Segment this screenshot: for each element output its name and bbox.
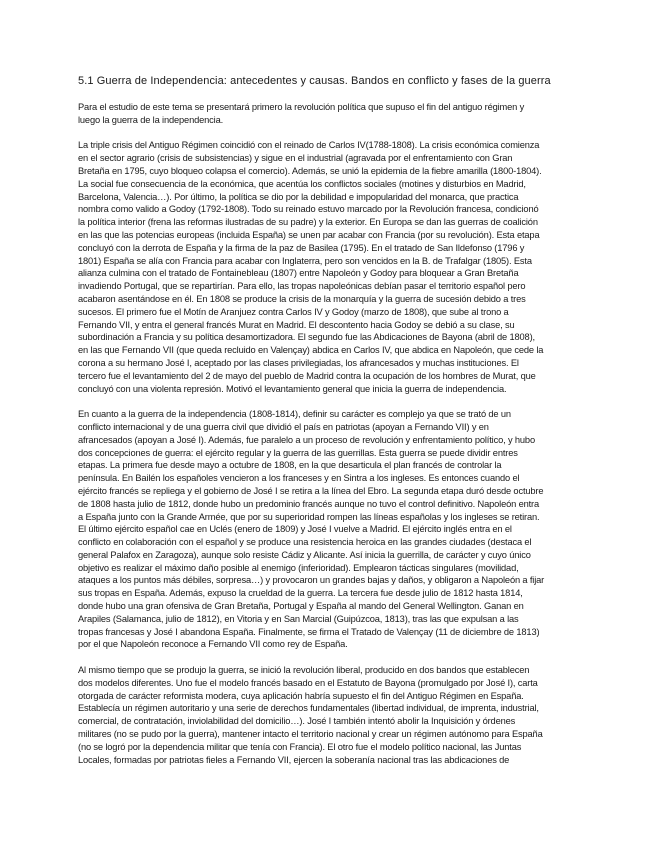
text-line: de 1808 hasta julio de 1812, donde hubo un predominio francés aunque no tuvo el control definitivo. Napoleón entra xyxy=(78,498,540,509)
text-line: en las que Fernando VII (que queda recluido en Valençay) abdica en Carlos IV, que abdica en Napoleón, que cede la xyxy=(78,345,544,356)
text-line: subordinación a Francia y su política desamortizadora. El segundo fue las Abdicaciones de Bayona (abril de 1808), xyxy=(78,332,535,343)
text-line: La social fue consecuencia de la económica, que acentúa los conflictos sociales (motines y disturbios en Madrid, xyxy=(78,178,526,189)
text-line: objetivo es realizar el máximo daño posible al enemigo (inferioridad). Emplearon tácticas singulares (movilidad, xyxy=(78,562,519,573)
text-line: Para el estudio de este tema se presentará primero la revolución política que supuso el fin del antiguo régimen y xyxy=(78,102,525,112)
text-line: tropas francesas y José I abandona España. Finalmente, se firma el Tratado de Valençay (11 de diciembre de 1813) xyxy=(78,626,540,637)
text-line: conflicto internacional y de una guerra civil que dividió el país en patriotas (apoyan a Fernando VII) y en xyxy=(78,421,489,432)
document-page xyxy=(78,74,598,779)
text-line: corona a su hermano José I, aceptado por las clases privilegiadas, los afrancesados y muchas instituciones. El xyxy=(78,357,519,368)
paragraph xyxy=(78,408,598,651)
text-line: luego la guerra de la independencia. xyxy=(78,114,224,125)
text-line: (no se logró por la dependencia militar que tenía con Francia). El otro fue el modelo político nacional, las Juntas xyxy=(78,741,522,752)
text-line: en las que las potencias europeas (incluida España) se unen par acabar con Francia (por su revolución). Esta etapa xyxy=(78,229,540,240)
text-line: en el sector agrario (crisis de subsistencias) y sigue en el industrial (agravada por el enfrentamiento con Gran xyxy=(78,153,513,164)
paragraph xyxy=(78,664,598,766)
text-line: concluyó con la derrota de España y la firma de la paz de Basilea (1795). En el tratado de San Ildefonso (1796 y xyxy=(78,242,525,253)
text-line: militares (no se pudo por la guerra), mantener intacto el territorio nacional y crear un régimen autónomo para España xyxy=(78,729,543,740)
text-line: En cuanto a la guerra de la independencia (1808-1814), definir su carácter es complejo ya que se trató de un xyxy=(78,409,511,420)
text-line: invadiendo Portugal, que se repartirían. Para ello, las tropas napoleónicas debían pasar el territorio español pero xyxy=(78,281,526,292)
text-line: ejército francés se repliega y el gobierno de José I se retira a la línea del Ebro. La segunda etapa duró desde octubre xyxy=(78,485,544,496)
text-line: Barcelona, Valencia…). Por último, la política se dio por la debilidad e impopularidad del monarca, que practica xyxy=(78,191,519,202)
text-line: dos concepciones de guerra: el ejército regular y la guerra de las guerrillas. Esta guerra se puede dividir entres xyxy=(78,447,518,458)
text-line: afrancesados (apoyan a José I). Además, fue paralelo a un proceso de revolución y enfrentamiento político, y hubo xyxy=(78,434,535,445)
text-line: por el que Napoleón reconoce a Fernando VII como rey de España. xyxy=(78,639,348,650)
text-line: alianza culmina con el tratado de Fontainebleau (1807) entre Napoleón y Godoy para bloquear a Gran Bretaña xyxy=(78,268,519,279)
text-line: nombra como valido a Godoy (1792-1808). Todo su reinado estuvo marcado por la Revolución francesa, condicionó xyxy=(78,204,539,215)
text-line: Bretaña en 1795, cuyo bloqueo colapsa el comercio). Además, se unió la epidemia de la fiebre amarilla (1800-1804). xyxy=(78,165,542,176)
text-line: El último ejército español cae en Uclés (enero de 1809) y José I vuelve a Madrid. El ejército inglés entra en el xyxy=(78,524,512,535)
text-line: dos modelos diferentes. Uno fue el modelo francés basado en el Estatuto de Bayona (promulgado por José I), carta xyxy=(78,677,538,688)
text-line: Locales, formadas por patriotas fieles a Fernando VII, ejercen la soberanía nacional tras las abdicaciones de xyxy=(78,754,510,765)
text-line: ataques a los puntos más débiles, sorpresa…) y provocaron un grandes bajas y daños, y obligaron a Napoleón a fijar xyxy=(78,575,545,586)
text-line: la política interior (frena las reformas ilustradas de su padre) y la exterior. En Europa se dan las guerras de coalición xyxy=(78,217,538,228)
text-line: 1801) España se alía con Francia para acabar con Inglaterra, pero son vencidos en la B. de Trafalgar (1805). Esta xyxy=(78,255,532,266)
text-line: sus tropas en España. Además, expuso la crueldad de la guerra. La tercera fue desde julio de 1812 hasta 1814, xyxy=(78,588,523,599)
text-line: otorgada de carácter reformista modera, cuya aplicación habría supuesto el fin del Antiguo Régimen en España. xyxy=(78,690,524,701)
text-line: conflicto en colaboración con el español y se produce una resistencia heroica en las grandes ciudades (destaca el xyxy=(78,537,532,548)
text-line: concluyó con una violenta represión. Motivó el levantamiento general que inicia la guerra de independencia. xyxy=(78,383,507,394)
text-line: península. En Bailén los españoles vencieron a los franceses y en Sintra a los ingleses. Es entonces cuando el xyxy=(78,473,520,484)
text-line: Fernando VII, y entra el general francés Murat en Madrid. El descontento hacia Godoy se debió a su clase, su xyxy=(78,319,515,330)
document-body xyxy=(78,101,598,766)
text-line: Establecía un régimen autoritario y una serie de derechos fundamentales (libertad individual, de imprenta, industrial, xyxy=(78,703,539,714)
paragraph xyxy=(78,139,598,395)
text-line: Arapiles (Salamanca, julio de 1812), en Vitoria y en San Marcial (Guipúzcoa, 1813), tras las que expulsan a las xyxy=(78,613,519,624)
text-line: Al mismo tiempo que se produjo la guerra, se inició la revolución liberal, producido en dos bandos que establecen xyxy=(78,665,530,676)
text-line: donde hubo una gran ofensiva de Gran Bretaña, Portugal y España al mando del General Wellington. Ganan en xyxy=(78,601,524,612)
text-line: La triple crisis del Antiguo Régimen coincidió con el reinado de Carlos IV(1788-1808). La crisis económica comienza xyxy=(78,140,540,151)
text-line: a España junto con la Grande Armée, que por su superioridad rompen las líneas españolas y los ingleses se retiran. xyxy=(78,511,540,522)
text-line: sucesos. El primero fue el Motín de Aranjuez contra Carlos IV y Godoy (marzo de 1808), que sube al trono a xyxy=(78,306,509,317)
text-line: etapas. La primera fue desde mayo a octubre de 1808, en la que desarticula el plan francés de controlar la xyxy=(78,460,502,471)
document-title: 5.1 Guerra de Independencia: antecedentes y causas. Bandos en conflicto y fases de la guerra xyxy=(78,75,551,87)
paragraph xyxy=(78,101,598,127)
text-line: tercero fue el levantamiento del 2 de mayo del pueblo de Madrid contra la ocupación de los hombres de Murat, que xyxy=(78,370,536,381)
text-line: comercial, de contratación, inviolabilidad del domicilio…). José I también intentó abolir la Inquisición y órdenes xyxy=(78,716,516,727)
text-line: general Palafox en Zaragoza), aunque solo resiste Cádiz y Alicante. Así inicia la guerrilla, de carácter y cuyo único xyxy=(78,549,531,560)
text-line: acabaron asentándose en él. En 1808 se produce la crisis de la monarquía y la guerra de sucesión debido a tres xyxy=(78,293,526,304)
